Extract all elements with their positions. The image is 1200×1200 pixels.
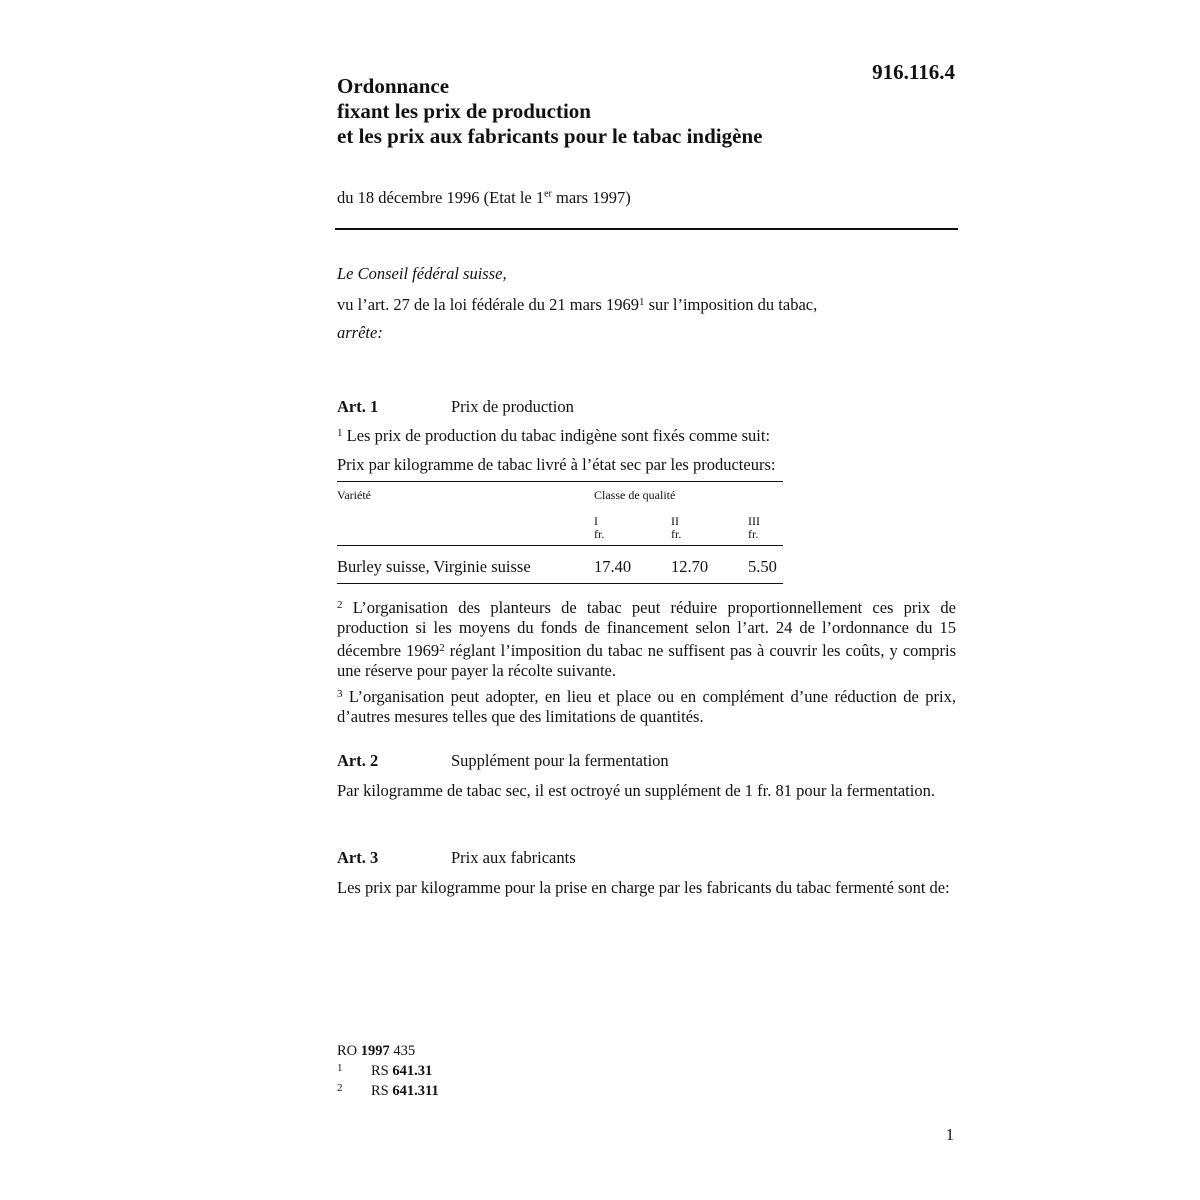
date-suffix: mars 1997) bbox=[551, 188, 631, 207]
preamble-decree: arrête: bbox=[337, 323, 383, 342]
table-row-label: Burley suisse, Virginie suisse bbox=[337, 557, 531, 576]
table-rule-bottom bbox=[337, 583, 783, 584]
footnote-item: 2 RS 641.311 bbox=[337, 1082, 439, 1099]
table-rule-header bbox=[337, 545, 783, 546]
art1-paragraph-3: $^3$ L’organisation peut adopter, en lieu et place ou en complément d’une réduction de prix, d’autres mesures telles que des limitations de quantités. bbox=[337, 687, 956, 726]
footnote-item: 1 RS 641.31 bbox=[337, 1062, 433, 1079]
date-sup: er bbox=[544, 188, 552, 200]
table-cell-class-1: 17.40 bbox=[594, 557, 632, 576]
paragraph-number: 3 bbox=[337, 688, 343, 700]
table-header-variety: Variété bbox=[337, 488, 371, 502]
title-line: et les prix aux fabricants pour le tabac indigène bbox=[337, 124, 763, 148]
art1-paragraph-1: $^1$ Les prix de production du tabac indigène sont fixés comme suit: bbox=[337, 426, 771, 445]
paragraph-number: 2 bbox=[337, 599, 343, 611]
art1-paragraph-2: $^2$ L’organisation des planteurs de tabac peut réduire proportionnellement ces prix de production si les moyens du fonds de financement selon l’art. 24 de l’ordonnance du 15 décembre 1969$^2$ réglant l’imposition du tabac ne suffisent pas à couvrir les coûts, y compris une réserve pour payer la récolte suivante. bbox=[337, 598, 956, 680]
table-header-quality: Classe de qualité bbox=[594, 488, 676, 502]
page-number: 1 bbox=[945, 1125, 954, 1144]
table-cell-class-3: 5.50 bbox=[748, 557, 777, 576]
footnotes bbox=[337, 1043, 439, 1100]
table-rule-top bbox=[337, 481, 783, 482]
art2-text: Par kilogramme de tabac sec, il est octroyé un supplément de 1 fr. 81 pour la fermentation. bbox=[337, 781, 935, 800]
art1-title: Prix de production bbox=[451, 397, 574, 416]
footnote-ref[interactable]: 1 bbox=[638, 296, 645, 308]
art3-text: Les prix par kilogramme pour la prise en charge par les fabricants du tabac fermenté sont de: bbox=[337, 878, 950, 897]
art2-number: Art. 2 bbox=[337, 751, 379, 770]
table-cell-class-2: 12.70 bbox=[671, 557, 709, 576]
art2-heading bbox=[337, 751, 669, 771]
title-line: Ordonnance bbox=[337, 74, 450, 98]
footnote-ref[interactable]: 2 bbox=[439, 642, 445, 654]
art2-title: Supplément pour la fermentation bbox=[451, 751, 669, 770]
date-prefix: du 18 décembre 1996 (Etat le 1 bbox=[337, 188, 545, 207]
document-title bbox=[337, 74, 762, 149]
art3-title: Prix aux fabricants bbox=[451, 848, 576, 867]
preamble-basis: vu l’art. 27 de la loi fédérale du 21 mars 1969$^1$ sur l’imposition du tabac, bbox=[337, 295, 818, 314]
preamble bbox=[337, 260, 817, 347]
table-header-class-3: III fr. bbox=[748, 514, 760, 541]
sr-number: 916.116.4 bbox=[872, 60, 955, 84]
footnote-ro: RO 1997 435 bbox=[337, 1043, 416, 1059]
art3-heading bbox=[337, 848, 576, 868]
document-date bbox=[337, 188, 631, 208]
paragraph-number: 1 bbox=[337, 427, 343, 439]
art1-number: Art. 1 bbox=[337, 397, 379, 416]
table-header-class-1: I fr. bbox=[594, 514, 605, 541]
art1-paragraph-1-sub: Prix par kilogramme de tabac livré à l’état sec par les producteurs: bbox=[337, 455, 776, 474]
art1-heading bbox=[337, 397, 574, 417]
table-header-class-2: II fr. bbox=[671, 514, 682, 541]
header-divider bbox=[335, 228, 958, 230]
title-line: fixant les prix de production bbox=[337, 99, 591, 123]
preamble-authority: Le Conseil fédéral suisse, bbox=[337, 264, 507, 283]
art3-number: Art. 3 bbox=[337, 848, 379, 867]
